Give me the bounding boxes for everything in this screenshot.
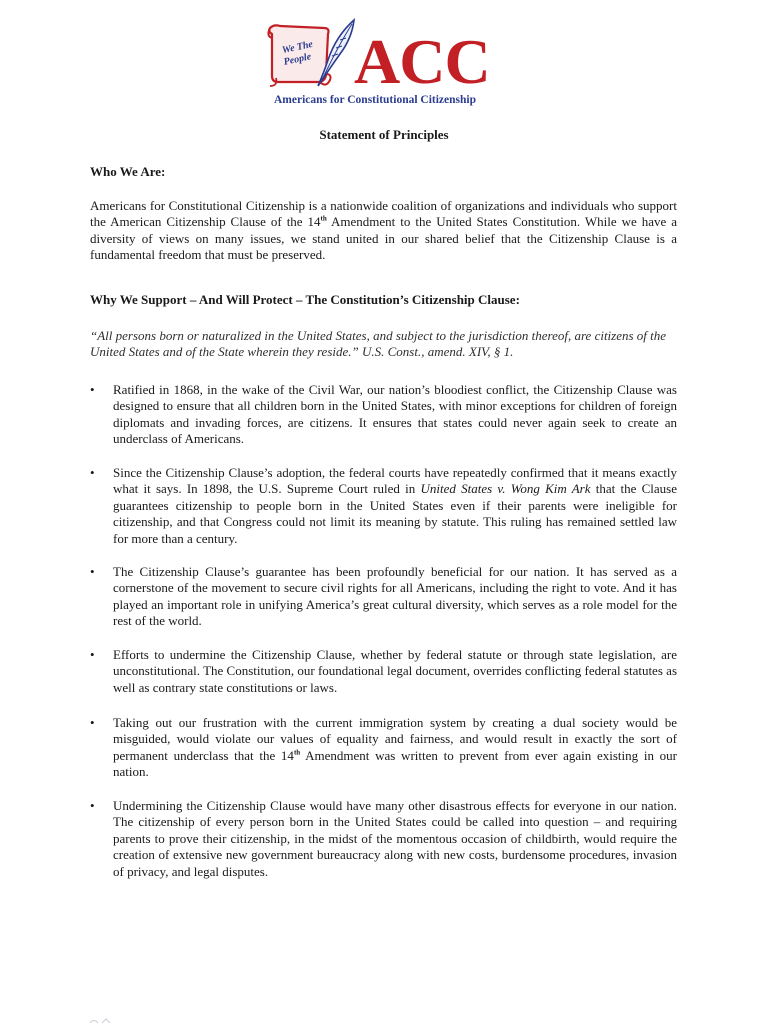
bullet-icon: • <box>90 465 95 480</box>
bullet-icon: • <box>90 382 95 397</box>
bullet-icon: • <box>90 798 95 813</box>
page-title: Statement of Principles <box>319 127 449 142</box>
case-citation: United States v. Wong Kim Ark <box>420 481 591 497</box>
bullet-icon: • <box>90 647 95 662</box>
bullet-text: Undermining the Citizenship Clause would have many other disastrous effects for everyone in our nation. The citizenship of every person born in the United States could be called into question – and requiring parents to prove their citizenship, in the midst of the momentous occasion of childbirth, would require the creation of extensive new government bureaucracy along with new costs, burdensome procedures, invasion of privacy, and legal disputes. <box>113 798 677 879</box>
heading-who-we-are: Who We Are: <box>90 164 166 179</box>
logo-acronym: ACC <box>354 26 490 97</box>
heading-why-we-support: Why We Support – And Will Protect – The Constitution’s Citizenship Clause: <box>90 292 520 307</box>
logo-organization-name: Americans for Constitutional Citizenship <box>274 94 476 106</box>
scroll-text: We The <box>281 38 314 57</box>
bullet-text: Ratified in 1868, in the wake of the Civil War, our nation’s bloodiest conflict, the Citizenship Clause was designed to ensure that all children born in the United States, with minor exceptions for children of foreign diplomats and invading forces, are citizens. It ensures that states could never again seek to create an underclass of Americans. <box>113 382 677 447</box>
constitution-quote: “All persons born or naturalized in the United States, and subject to the jurisdiction thereof, are citizens of the United States and of the State wherein they reside.” U.S. Const., amend. XIV, § 1. <box>90 328 667 360</box>
bullet-text: Taking out our frustration with the current immigration system by creating a dual society would be misguided, would violate our values of equality and fairness, and would result in exactly the sort of permanent underclass that the 14th Amendment was written to prevent from ever again existing in our nation. <box>113 715 678 780</box>
footer-decoration <box>88 1014 208 1024</box>
who-we-are-paragraph: Americans for Constitutional Citizenship is a nationwide coalition of organizations and individuals who support the American Citizenship Clause of the 14th Amendment to the United States Constitution. While we have a diversity of views on many issues, we stand united in our shared belief that the Citizenship Clause is a fundamental freedom that must be preserved. <box>90 198 677 263</box>
bullet-text: Efforts to undermine the Citizenship Clause, whether by federal statute or through state legislation, are unconstitutional. The Constitution, our foundational legal document, overrides conflicting federal statutes as well as contrary state constitutions or laws. <box>113 647 677 695</box>
acc-logo <box>266 16 506 108</box>
svg-text:People: People <box>282 51 313 68</box>
bullet-text: Since the Citizenship Clause’s adoption, the federal courts have repeatedly confirmed that it means exactly what it says. In 1898, the U.S. Supreme Court ruled in United States v. Wong Kim Ark that the Clause guarantees citizenship to people born in the United States even if their parents were ineligible for citizenship, and that Congress could not limit its meaning by statute. This ruling has remained settled law for more than a century. <box>113 465 677 546</box>
scroll-quill-icon <box>266 16 366 96</box>
bullet-text: The Citizenship Clause’s guarantee has been profoundly beneficial for our nation. It has served as a cornerstone of the movement to secure civil rights for all Americans, including the right to vote. And it has played an important role in unifying America’s great cultural diversity, which serves as a role model for the rest of the world. <box>113 564 677 629</box>
bullet-icon: • <box>90 715 95 730</box>
bullet-icon: • <box>90 564 95 579</box>
